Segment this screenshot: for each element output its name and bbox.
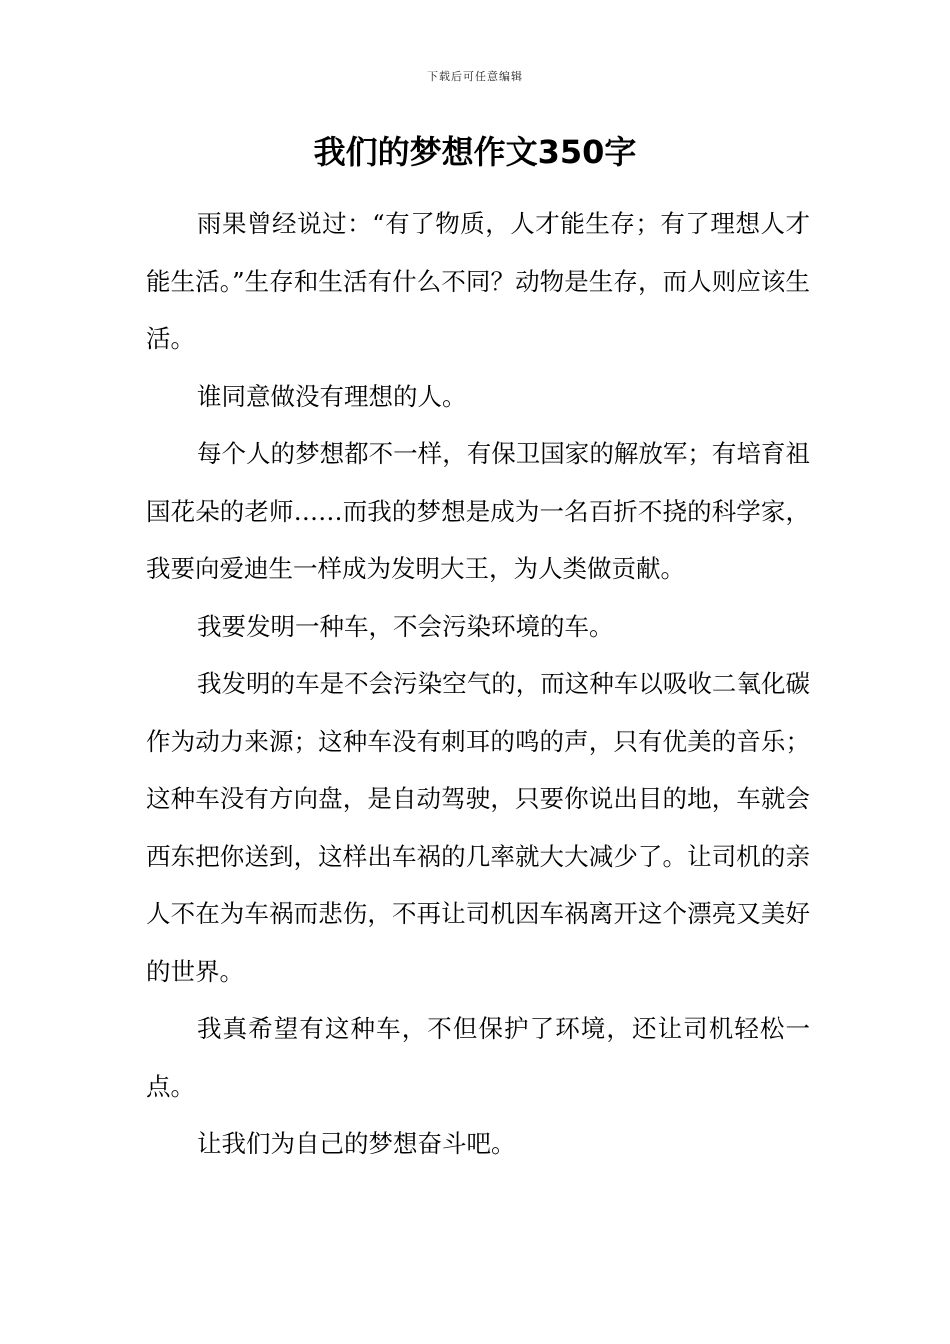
document-title: 我们的梦想作文350字 [313, 133, 637, 171]
document-body [146, 195, 810, 1173]
paragraph: 谁同意做没有理想的人。 [197, 381, 467, 411]
paragraph: 雨果曾经说过：“有了物质，人才能生存；有了理想人才能生活。”生存和生活有什么不同？动物是生存，而人则应该生活。 [146, 209, 810, 353]
header-note: 下载后可任意编辑 [427, 70, 523, 83]
paragraph: 我真希望有这种车，不但保护了环境，还让司机轻松一点。 [146, 1014, 810, 1101]
paragraph: 我要发明一种车，不会污染环境的车。 [197, 611, 614, 641]
paragraph: 我发明的车是不会污染空气的，而这种车以吸收二氧化碳作为动力来源；这种车没有刺耳的鸣的声，只有优美的音乐；这种车没有方向盘，是自动驾驶，只要你说出目的地，车就会西东把你送到，这样出车祸的几率就大大减少了。让司机的亲人不在为车祸而悲伤，不再让司机因车祸离开这个漂亮又美好的世界。 [146, 669, 810, 986]
paragraph: 每个人的梦想都不一样，有保卫国家的解放军；有培育祖国花朵的老师……而我的梦想是成为一名百折不挠的科学家，我要向爱迪生一样成为发明大王，为人类做贡献。 [146, 439, 810, 583]
paragraph: 让我们为自己的梦想奋斗吧。 [197, 1129, 516, 1158]
